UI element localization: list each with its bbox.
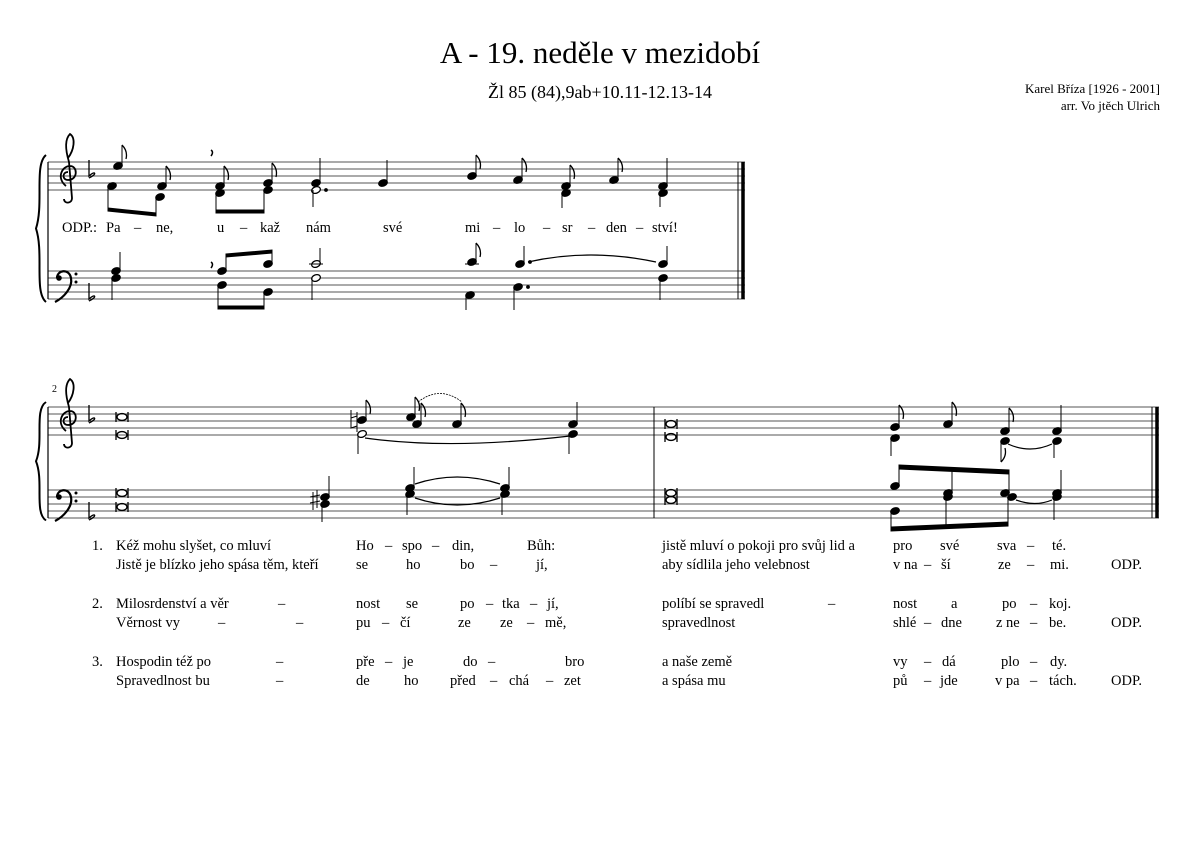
verses: 1. Kéž mohu slyšet, co mluví Ho – spo – din, Bůh: jistě mluví o pokoji pro svůj lid a pro své sva – té. Jistě je blízko jeho spása těm, kteří se ho bo – jí, aby sídlila jeho velebnost v na – ší ze – mi. ODP. 2. Milosrdenství a věr – nost se po – tka – jí, políbí se spravedl – nost a po – koj. Věrnost vy – – pu – čí ze ze – mě, spravedlnost shlé – dne z ne – be. ODP. 3. Hospodin též po – pře – je do – bro a naše země vy – dá plo – dy. Spravedlnost bu – de ho před – chá – zet a spása mu pů – jde v pa – tách. ODP. bbox=[92, 538, 1143, 689]
measure-number: 2 bbox=[52, 384, 57, 395]
svg-text:u: u bbox=[217, 220, 225, 236]
svg-text:den: den bbox=[606, 220, 627, 236]
verse-number: 1. bbox=[92, 538, 103, 554]
verse-number: 3. bbox=[92, 654, 103, 670]
svg-text:Pa: Pa bbox=[106, 220, 121, 236]
svg-text:–: – bbox=[240, 220, 248, 236]
svg-text:–: – bbox=[134, 220, 142, 236]
svg-text:–: – bbox=[543, 220, 551, 236]
page-title: A - 19. neděle v mezidobí bbox=[439, 35, 761, 70]
svg-text:mi: mi bbox=[465, 220, 481, 236]
refrain-label: ODP.: bbox=[62, 220, 98, 236]
svg-text:lo: lo bbox=[514, 220, 526, 236]
verse-number: 2. bbox=[92, 596, 103, 612]
refrain-cue: ODP. bbox=[1111, 557, 1143, 573]
svg-text:ne,: ne, bbox=[156, 220, 174, 236]
svg-text:kaž: kaž bbox=[260, 220, 281, 236]
psalm-reference: Žl 85 (84),9ab+10.11-12.13-14 bbox=[488, 82, 712, 102]
arranger-name: arr. Vo jtěch Ulrich bbox=[1060, 98, 1160, 113]
svg-text:nám: nám bbox=[306, 220, 331, 236]
svg-text:sr: sr bbox=[562, 220, 573, 236]
composer-name: Karel Bříza [1926 - 2001] bbox=[1024, 81, 1160, 96]
svg-text:–: – bbox=[493, 220, 501, 236]
svg-text:–: – bbox=[636, 220, 644, 236]
refrain-cue: ODP. bbox=[1111, 615, 1143, 631]
svg-text:–: – bbox=[588, 220, 596, 236]
svg-text:ství!: ství! bbox=[652, 220, 678, 236]
refrain-cue: ODP. bbox=[1111, 673, 1143, 689]
svg-text:své: své bbox=[383, 220, 403, 236]
